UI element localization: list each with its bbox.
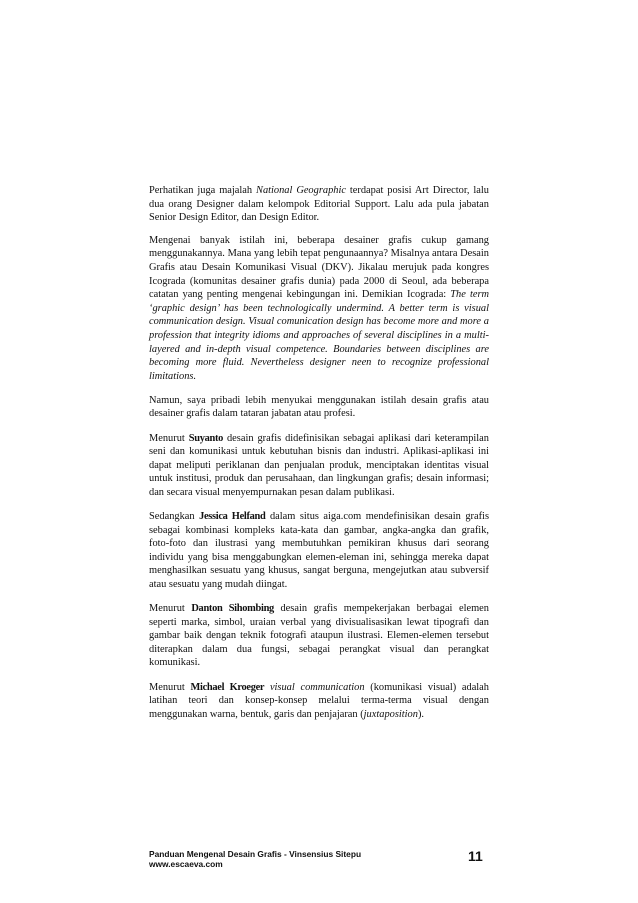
- text-run: desain grafis mempekerjakan berbagai elemen seperti marka, simbol, uraian verbal yang divisualisasikan lewat tipografi dan gambar baik dengan teknik fotografi ataupun ilustrasi. Elemen-elemen tersebut diterapkan dalam dua fungsi, sebagai perangkat visual dan perangkat komunikasi.: [149, 603, 489, 669]
- paragraph-jessica-helfand: [149, 510, 489, 592]
- text-run: Menurut: [149, 432, 189, 444]
- icograda-quote: The term ‘graphic design’ has been technologically undermind. A better term is visual communication design. Visual comunication design has become more and more a profession that integrity idioms and approaches of several disciplines in a multi-layered and in-depth visual competence. Boundaries between disciplines are becoming more fluid. Nevertheless designer neen to recognize professional limitations.: [149, 289, 489, 382]
- italic-run: visual communication: [269, 681, 365, 693]
- text-run: ).: [417, 708, 424, 720]
- author-name: Michael Kroeger: [190, 681, 265, 693]
- author-name: Suyanto: [188, 432, 224, 444]
- paragraph-danton-sihombing: [149, 602, 489, 670]
- italic-run: National Geographic: [256, 185, 346, 196]
- paragraph-suyanto: [149, 432, 489, 500]
- body-text: [149, 184, 489, 732]
- page-number: 11: [468, 848, 483, 864]
- text-run: Mengenai banyak istilah ini, beberapa desainer grafis cukup gamang menggunakannya. Mana yang lebih tepat pengunaannya? Misalnya antara Desain Grafis atau Desain Komunikasi Visual (DKV). Jikalau merujuk pada kongres Icograda (komunitas desainer grafis dunia) pada 2000 di Seoul, ada beberapa catatan yang penting mengenai kebingungan ini. Demikian Icograda:: [149, 234, 489, 301]
- paragraph-icograda: [149, 234, 489, 384]
- text-run: terdapat posisi Art Director, lalu dua orang Designer dalam kelompok Editorial Support. Lalu ada pula jabatan Senior Design Editor, dan Design Editor.: [149, 185, 490, 224]
- text-run: Menurut: [149, 603, 192, 615]
- text-run: Perhatikan juga majalah: [149, 185, 257, 196]
- paragraph-personal-preference: Namun, saya pribadi lebih menyukai menggunakan istilah desain grafis atau desainer grafis dalam tataran jabatan atau profesi.: [149, 394, 489, 420]
- footer-title: Panduan Mengenal Desain Grafis - Vinsensius Sitepu: [149, 849, 362, 859]
- text-run: dalam situs aiga.com mendefinisikan desain grafis sebagai kombinasi kompleks kata-kata dan gambar, angka-angka dan grafik, foto-foto dan ilustrasi yang membutuhkan pemikiran khusus dari seorang individu yang bisa menggabungkan elemen-eleman ini, sehingga mereka dapat menghasilkan sesuatu yang khusus, sangat berguna, mengejutkan atau subversif atau sesuatu yang mudah diingat.: [149, 510, 489, 590]
- text-run: desain grafis didefinisikan sebagai aplikasi dari keterampilan seni dan komunikasi untuk kebutuhan bisnis dan industri. Aplikasi-aplikasi ini dapat meliputi periklanan dan penjualan produk, menciptakan identitas visual untuk institusi, produk dan perusahaan, dan lingkungan grafis; desain informasi; dan secara visual menyempurnakan pesan dalam publikasi.: [149, 432, 489, 498]
- text-run: (komunikasi visual) adalah latihan teori dan konsep-konsep melalui terma-terma visual dengan menggunakan warna, bentuk, garis dan penjajaran (: [149, 681, 489, 720]
- page-footer: [149, 849, 361, 869]
- italic-run: juxtaposition: [363, 708, 418, 720]
- paragraph-national-geographic: [149, 184, 489, 225]
- paragraph-michael-kroeger: [149, 681, 489, 722]
- author-name: Jessica Helfand: [199, 510, 266, 522]
- author-name: Danton Sihombing: [191, 603, 274, 615]
- footer-url: www.escaeva.com: [149, 859, 223, 869]
- text-run: Sedangkan: [149, 510, 200, 522]
- text-run: Menurut: [149, 681, 191, 693]
